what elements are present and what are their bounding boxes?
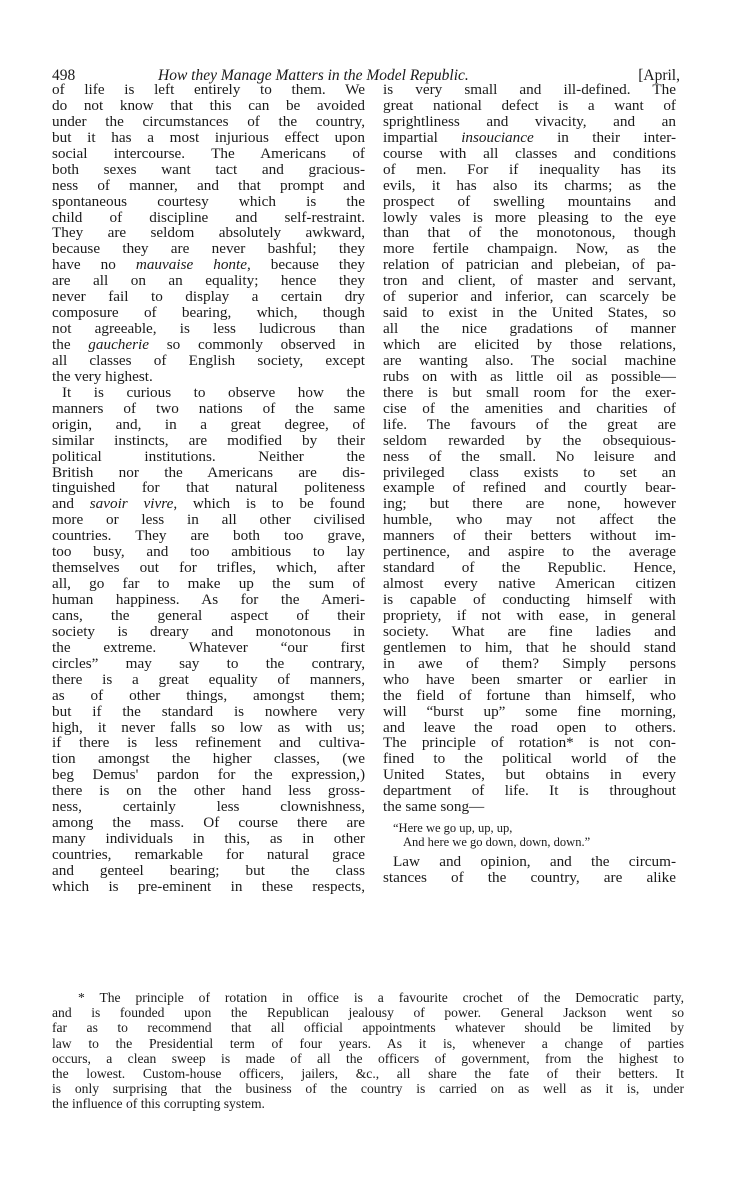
text-line: the lowest. Custom-house officers, jailers, &c., all share the fate of their betters. It <box>52 1065 684 1081</box>
text-line: society is dreary and monotonous in <box>52 622 365 640</box>
text-line: tron and client, of master and servant, <box>383 272 676 290</box>
text-line: not agreeable, is less ludicrous than <box>52 320 365 338</box>
text-line: the extreme. Whatever “our first <box>52 638 365 656</box>
text-line: is capable of conducting himself with <box>383 591 676 608</box>
text-line: are wanting also. The social machine <box>383 351 676 369</box>
text-line: and genteel bearing; but the class <box>52 861 365 879</box>
text-line: of life is left entirely to them. We <box>52 81 365 98</box>
text-line: standard of the Republic. Hence, <box>383 559 676 577</box>
italic-phrase: mauvaise honte <box>135 256 247 274</box>
text-line: example of refined and courtly bear- <box>383 479 676 497</box>
text-line: pertinence, and aspire to the average <box>383 543 676 561</box>
text-line: the same song— <box>383 798 485 816</box>
text-line: and savoir vivre, which is to be found <box>52 495 366 513</box>
text-line: relation of patrician and plebeian, of pa- <box>383 256 676 274</box>
text-line: than that of the monotonous, though <box>383 224 676 242</box>
text-line: gentlemen to him, that he should stand <box>383 638 676 656</box>
text-line: more fertile champaign. Now, as the <box>383 240 676 258</box>
text-line: of superior and inferior, can scarcely be <box>383 288 676 306</box>
text-line: occurs, a clean sweep is made of all the officers of government, from the highest to <box>52 1050 684 1066</box>
text-line: circles” may say to the contrary, <box>52 654 365 672</box>
text-line: course with all classes and conditions <box>383 144 676 162</box>
text-line: rubs on with as little oil as possible— <box>383 367 676 385</box>
text-line: The principle of rotation* is not con- <box>383 734 676 752</box>
text-line: life. The favours of the great are <box>383 415 676 433</box>
text-line: child of discipline and self-restraint. <box>52 208 365 226</box>
footnote <box>52 990 684 1112</box>
text-line: more or less in all other civilised <box>52 511 365 529</box>
text-line: department of life. It is throughout <box>383 782 676 800</box>
text-line: tion amongst the higher classes, (we <box>52 750 365 768</box>
text-line: there is a great equality of manners, <box>52 670 365 688</box>
text-line: ness of the small. No leisure and <box>383 447 676 465</box>
text-line: countries, remarkable for natural grace <box>52 846 365 863</box>
text-line: manners of two nations of the same <box>52 399 365 417</box>
text-line: cans, the general aspect of their <box>52 606 365 624</box>
text-line: almost every native American citizen <box>383 575 676 593</box>
verse-quote <box>383 821 676 849</box>
text-line: are all on an equality; hence they <box>52 272 365 290</box>
text-line: cise of the amenities and charities of <box>383 399 676 417</box>
text-line: manners of their betters without im- <box>383 527 676 545</box>
verse-line-2: And here we go down, down, down.” <box>403 835 591 850</box>
text-line: have no mauvaise honte, because they <box>52 256 365 274</box>
text-line: who have been smarter or earlier in <box>383 670 676 688</box>
text-line: because they are never bashful; they <box>52 240 365 258</box>
text-line: ness of manner, and that prompt and <box>52 176 365 194</box>
text-line: society. What are fine ladies and <box>383 622 676 640</box>
text-line: under the circumstances of the country, <box>52 112 365 130</box>
text-line: * The principle of rotation in office is a favourite crochet of the Democratic party, <box>78 990 684 1005</box>
right-column-text <box>383 82 676 815</box>
text-line: there is but small room for the exer- <box>383 383 676 401</box>
text-line: political institutions. Neither the <box>52 447 365 465</box>
left-column <box>52 82 365 895</box>
text-line: will “burst up” some fine morning, <box>383 702 676 720</box>
text-line: beg Demus' pardon for the expression,) <box>52 766 365 784</box>
right-column-continuation <box>383 854 676 886</box>
text-line: British nor the Americans are dis- <box>52 463 365 481</box>
right-column <box>383 82 676 886</box>
text-line: is only surprising that the business of the country is carried on as well as it is, under <box>52 1081 684 1097</box>
text-line: evils, it has also its charms; as the <box>383 176 676 194</box>
text-line: do not know that this can be avoided <box>52 96 365 114</box>
text-line: all, go far to make up the sum of <box>52 575 365 593</box>
text-line: never fail to display a certain dry <box>52 288 365 306</box>
text-line: prospect of swelling mountains and <box>383 192 676 210</box>
text-line: in awe of them? Simply persons <box>383 654 676 672</box>
text-line: fined to the political world of the <box>383 750 676 768</box>
text-line: propriety, if not with ease, in general <box>383 606 676 624</box>
text-line: They are seldom absolutely awkward, <box>52 224 365 242</box>
text-line: and is founded upon the Republican jealousy of power. General Jackson went so <box>52 1005 684 1021</box>
text-line: which are elicited by those relations, <box>383 336 676 353</box>
issue-month: [April, <box>638 67 680 84</box>
text-line: great national defect is a want of <box>383 96 676 114</box>
text-line: social intercourse. The Americans of <box>52 144 365 162</box>
text-line: of men. For if inequality has its <box>383 160 676 178</box>
text-line: law to the Presidential term of four years. As it is, whenever a change of parties <box>52 1035 684 1051</box>
text-line: composure of bearing, which, though <box>52 304 365 322</box>
text-line: themselves out for trifles, which, after <box>52 559 365 577</box>
text-line: many individuals in this, as in other <box>52 830 365 848</box>
page-number: 498 <box>52 67 76 84</box>
italic-phrase: savoir vivre <box>89 495 174 513</box>
italic-phrase: insouciance <box>461 128 534 146</box>
text-line: and leave the road open to others. <box>383 718 676 736</box>
text-line: all classes of English society, except <box>52 351 365 369</box>
text-line: humble, who may not affect the <box>383 511 676 529</box>
text-line: stances of the country, are alike <box>383 869 676 887</box>
text-line: said to exist in the United States, so <box>383 304 676 322</box>
text-line: but it has a most injurious effect upon <box>52 128 365 146</box>
text-line: ness, certainly less clownishness, <box>52 798 365 816</box>
text-line: tinguished for that natural politeness <box>52 479 365 497</box>
text-line: is very small and ill-defined. The <box>383 81 676 98</box>
text-line: which is pre-eminent in these respects, <box>52 877 365 895</box>
text-line: all the nice gradations of manner <box>383 320 676 338</box>
text-line: high, it never falls so low as with us; <box>52 718 365 736</box>
text-line: sprightliness and vivacity, and an <box>383 112 676 130</box>
text-line: impartial insouciance in their inter- <box>383 128 677 146</box>
text-line: but if the standard is nowhere very <box>52 702 365 720</box>
verse-line-1: “Here we go up, up, up, <box>393 821 513 836</box>
italic-phrase: gaucherie <box>88 336 150 353</box>
text-line: the field of fortune than himself, who <box>383 686 676 704</box>
text-line: seldom rewarded by the obsequious- <box>383 431 676 449</box>
text-line: both sexes want tact and gracious- <box>52 160 365 178</box>
text-line: far as to recommend that all official appointments whatever should be limited by <box>52 1020 684 1036</box>
text-line: among the mass. Of course there are <box>52 814 365 832</box>
text-line: if there is less refinement and cultiva- <box>52 734 365 752</box>
text-line: as of other things, amongst them; <box>52 686 365 704</box>
running-title: How they Manage Matters in the Model Republic. <box>158 67 469 84</box>
text-line: too busy, and too ambitious to lay <box>52 543 365 561</box>
text-line: human happiness. As for the Ameri- <box>52 591 365 608</box>
text-line: there is on the other hand less gross- <box>52 782 365 800</box>
text-line: countries. They are both too grave, <box>52 527 365 545</box>
text-line: the influence of this corrupting system. <box>52 1096 265 1112</box>
text-line: Law and opinion, and the circum- <box>393 853 676 871</box>
text-line: the very highest. <box>52 367 153 385</box>
text-line: spontaneous courtesy which is the <box>52 192 365 210</box>
text-line: United States, but obtains in every <box>383 766 676 784</box>
text-line: It is curious to observe how the <box>62 383 365 401</box>
text-line: the gaucherie so commonly observed in <box>52 336 365 353</box>
text-line: lowly vales is more pleasing to the eye <box>383 208 676 226</box>
text-line: origin, and, in a great degree, of <box>52 415 365 433</box>
text-line: privileged class exists to set an <box>383 463 676 481</box>
text-line: similar instincts, are modified by their <box>52 431 365 449</box>
text-line: ing; but there are none, however <box>383 495 676 513</box>
